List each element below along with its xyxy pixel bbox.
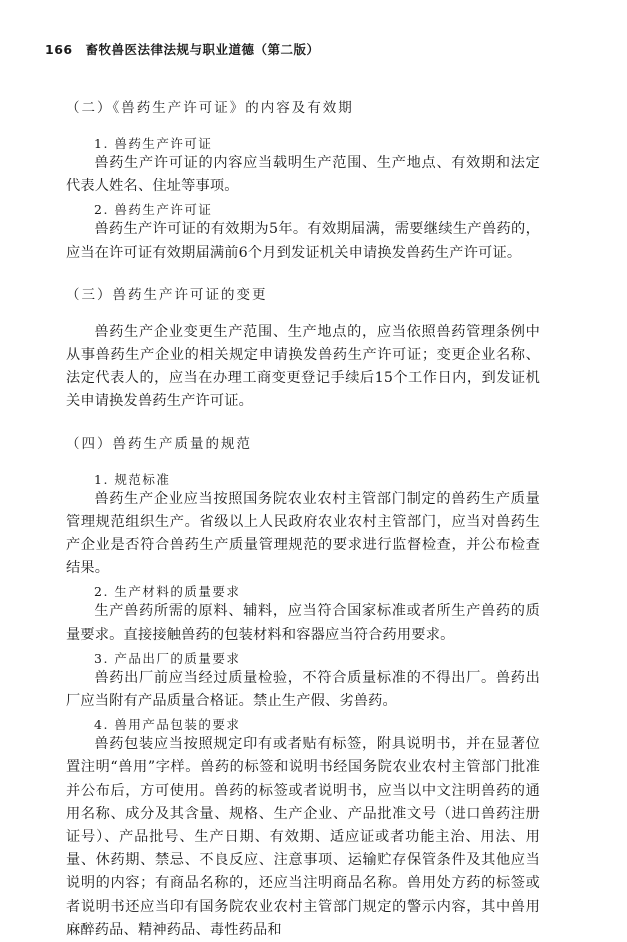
section-heading-3: （三）兽药生产许可证的变更 xyxy=(66,286,268,303)
paragraph-permit-validity: 兽药生产许可证的有效期为5年。有效期届满，需要继续生产兽药的，应当在许可证有效期届满前6个月到发证机关申请换发兽药生产许可证。 xyxy=(66,221,540,261)
subheading-materials: 2. 生产材料的质量要求 xyxy=(94,584,241,600)
page-number: 166 xyxy=(45,42,73,57)
subheading-standards: 1. 规范标准 xyxy=(94,471,171,487)
paragraph-permit-change: 兽药生产企业变更生产范围、生产地点的，应当依照兽药管理条例中从事兽药生产企业的相关规定申请换发兽药生产许可证；变更企业名称、法定代表人的，应当在办理工商变更登记手续后15个工作日内，到发证机关申请换发兽药生产许可证。 xyxy=(66,323,540,410)
paragraph-permit-content: 兽药生产许可证的内容应当载明生产范围、生产地点、有效期和法定代表人姓名、住址等事项。 xyxy=(66,155,540,195)
paragraph-standards: 兽药生产企业应当按照国务院农业农村主管部门制定的兽药生产质量管理规范组织生产。省级以上人民政府农业农村主管部门，应当对兽药生产企业是否符合兽药生产质量管理规范的要求进行监督检查，并公布检查结果。 xyxy=(66,490,540,577)
paragraph-packaging: 兽药包装应当按照规定印有或者贴有标签，附具说明书，并在显著位置注明“兽用”字样。兽药的标签和说明书经国务院农业农村主管部门批准并公布后，方可使用。兽药的标签或者说明书，应当以中文注明兽药的通用名称、成分及其含量、规格、生产企业、产品批准文号（进口兽药注册证号）、产品批号、生产日期、有效期、适应证或者功能主治、用法、用量、休药期、禁忌、不良反应、注意事项、运输贮存保管条件及其他应当说明的内容；有商品名称的，还应当注明商品名称。兽用处方药的标签或者说明书还应当印有国务院农业农村主管部门规定的警示内容，其中兽用麻醉药品、精神药品、毒性药品和 xyxy=(66,736,540,938)
subheading-permit-content: 1. 兽药生产许可证 xyxy=(94,136,213,151)
subheading-permit-validity: 2. 兽药生产许可证 xyxy=(94,202,213,218)
running-header xyxy=(45,40,319,58)
book-title: 畜牧兽医法律法规与职业道德（第二版） xyxy=(85,42,320,57)
section-heading-2: （二）《兽药生产许可证》的内容及有效期 xyxy=(66,100,354,116)
paragraph-release: 兽药出厂前应当经过质量检验，不符合质量标准的不得出厂。兽药出厂应当附有产品质量合格证。禁止生产假、劣兽药。 xyxy=(66,669,540,710)
subheading-packaging: 4. 兽用产品包装的要求 xyxy=(94,717,241,733)
subheading-release: 3. 产品出厂的质量要求 xyxy=(94,650,241,666)
page-body xyxy=(66,96,540,942)
paragraph-materials: 生产兽药所需的原料、辅料，应当符合国家标准或者所生产兽药的质量要求。直接接触兽药的包装材料和容器应当符合药用要求。 xyxy=(66,603,540,643)
section-heading-4: （四）兽药生产质量的规范 xyxy=(66,435,252,452)
